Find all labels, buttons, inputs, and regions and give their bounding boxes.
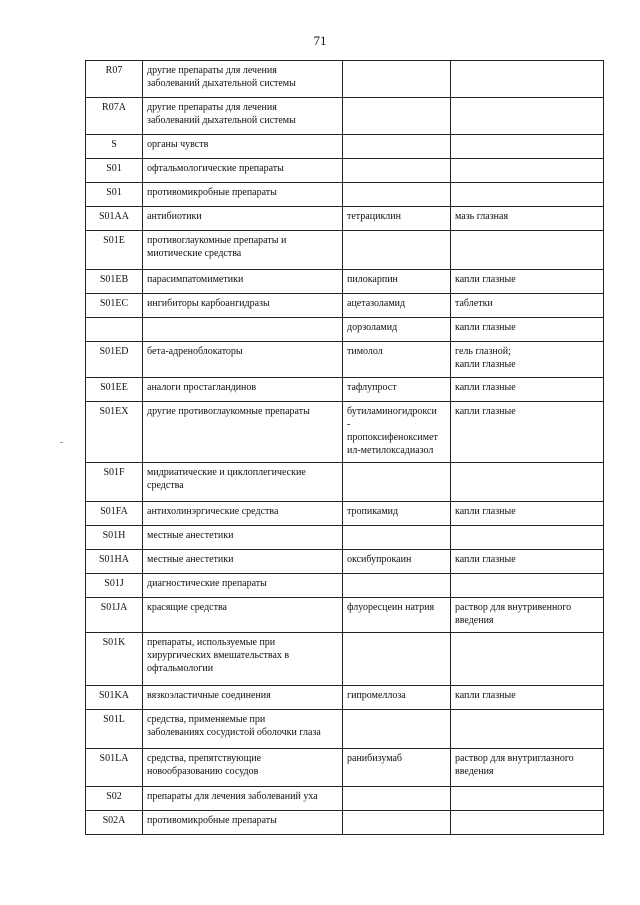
cell-name (143, 550, 343, 574)
name-text: органы чувств (147, 139, 209, 150)
form-text: гель глазной; капли глазные (455, 346, 516, 370)
cell-code (86, 526, 143, 550)
code-text: S01J (104, 578, 124, 589)
table-row (86, 574, 604, 598)
code-text: S01 (106, 187, 122, 198)
cell-form (451, 787, 604, 811)
table-row (86, 526, 604, 550)
name-text: антибиотики (147, 211, 202, 222)
cell-code (86, 294, 143, 318)
cell-name (143, 526, 343, 550)
name-text: красящие средства (147, 602, 227, 613)
cell-form (451, 61, 604, 98)
name-text: противомикробные препараты (147, 815, 277, 826)
cell-form (451, 574, 604, 598)
cell-code (86, 502, 143, 526)
table-row (86, 550, 604, 574)
cell-drug (343, 294, 451, 318)
cell-form (451, 811, 604, 835)
cell-form (451, 98, 604, 135)
name-text: мидриатические и циклоплегические средства (147, 467, 306, 491)
cell-name (143, 787, 343, 811)
code-text: S01 (106, 163, 122, 174)
cell-drug (343, 231, 451, 270)
cell-name (143, 135, 343, 159)
name-text: вязкоэластичные соединения (147, 690, 271, 701)
cell-name (143, 633, 343, 686)
cell-drug (343, 98, 451, 135)
table-row (86, 183, 604, 207)
name-text: бета-адреноблокаторы (147, 346, 243, 357)
name-text: другие противоглаукомные препараты (147, 406, 310, 417)
cell-name (143, 98, 343, 135)
table-row (86, 710, 604, 749)
cell-form (451, 270, 604, 294)
code-text: S01FA (100, 506, 128, 517)
cell-code (86, 61, 143, 98)
name-text: препараты, используемые при хирургических вмешательствах в офтальмологии (147, 637, 290, 674)
code-text: S01AA (98, 211, 129, 222)
cell-drug (343, 159, 451, 183)
table-row (86, 402, 604, 463)
cell-name (143, 811, 343, 835)
cell-name (143, 270, 343, 294)
table-row (86, 811, 604, 835)
table-row (86, 342, 604, 378)
form-text: капли глазные (455, 690, 516, 701)
drug-text: ацетазоламид (347, 298, 406, 309)
form-text: капли глазные (455, 506, 516, 517)
cell-form (451, 135, 604, 159)
cell-name (143, 342, 343, 378)
table-row (86, 318, 604, 342)
cell-form (451, 207, 604, 231)
cell-code (86, 98, 143, 135)
cell-drug (343, 270, 451, 294)
cell-code (86, 159, 143, 183)
table-row (86, 502, 604, 526)
cell-drug (343, 502, 451, 526)
code-text: S01KA (98, 690, 129, 701)
cell-drug (343, 811, 451, 835)
cell-drug (343, 207, 451, 231)
cell-code (86, 135, 143, 159)
cell-form (451, 633, 604, 686)
table-row (86, 686, 604, 710)
cell-form (451, 294, 604, 318)
cell-code (86, 270, 143, 294)
name-text: другие препараты для лечения заболеваний дыхательной системы (147, 102, 296, 126)
drug-text: пилокарпин (347, 274, 398, 285)
cell-code (86, 378, 143, 402)
cell-drug (343, 574, 451, 598)
drug-text: тропикамид (347, 506, 399, 517)
name-text: противомикробные препараты (147, 187, 277, 198)
table-row (86, 135, 604, 159)
cell-drug (343, 318, 451, 342)
table-row (86, 463, 604, 502)
cell-name (143, 502, 343, 526)
cell-form (451, 231, 604, 270)
cell-name (143, 231, 343, 270)
name-text: диагностические препараты (147, 578, 267, 589)
cell-code (86, 207, 143, 231)
cell-name (143, 463, 343, 502)
code-text: S01EC (99, 298, 129, 309)
cell-code (86, 574, 143, 598)
cell-drug (343, 135, 451, 159)
cell-code (86, 342, 143, 378)
cell-code (86, 402, 143, 463)
form-text: раствор для внутриглазного введения (455, 753, 574, 777)
table-row (86, 598, 604, 633)
table-body (86, 61, 604, 835)
form-text: капли глазные (455, 382, 516, 393)
scan-mark (60, 442, 63, 443)
name-text: препараты для лечения заболеваний уха (147, 791, 318, 802)
cell-drug (343, 526, 451, 550)
form-text: раствор для внутривенного введения (455, 602, 572, 626)
cell-form (451, 550, 604, 574)
cell-form (451, 318, 604, 342)
cell-form (451, 183, 604, 207)
code-text: R07A (102, 102, 126, 113)
cell-drug (343, 710, 451, 749)
cell-name (143, 686, 343, 710)
cell-form (451, 502, 604, 526)
drug-text: гипромеллоза (347, 690, 406, 701)
cell-drug (343, 378, 451, 402)
cell-code (86, 787, 143, 811)
cell-drug (343, 402, 451, 463)
code-text: S (111, 139, 117, 150)
table-row (86, 270, 604, 294)
form-text: капли глазные (455, 322, 516, 333)
cell-name (143, 598, 343, 633)
page-number: 71 (313, 33, 327, 48)
form-text: капли глазные (455, 406, 516, 417)
code-text: R07 (105, 65, 123, 76)
cell-name (143, 318, 343, 342)
code-text: S01H (102, 530, 126, 541)
code-text: S01F (103, 467, 125, 478)
table-row (86, 633, 604, 686)
cell-form (451, 342, 604, 378)
cell-name (143, 378, 343, 402)
cell-name (143, 710, 343, 749)
cell-form (451, 686, 604, 710)
drug-text: ранибизумаб (347, 753, 402, 764)
cell-drug (343, 787, 451, 811)
cell-form (451, 402, 604, 463)
cell-code (86, 318, 143, 342)
cell-form (451, 526, 604, 550)
code-text: S01EB (99, 274, 129, 285)
cell-drug (343, 749, 451, 787)
code-text: S01ED (99, 346, 129, 357)
name-text: местные анестетики (147, 530, 234, 541)
table-row (86, 231, 604, 270)
table-row (86, 98, 604, 135)
cell-form (451, 378, 604, 402)
cell-drug (343, 342, 451, 378)
code-text: S01EE (100, 382, 128, 393)
cell-code (86, 598, 143, 633)
cell-drug (343, 598, 451, 633)
code-text: S01JA (100, 602, 128, 613)
name-text: противоглаукомные препараты и миотические средства (147, 235, 287, 259)
cell-drug (343, 550, 451, 574)
name-text: аналоги простагландинов (147, 382, 257, 393)
cell-name (143, 207, 343, 231)
code-text: S01L (103, 714, 125, 725)
cell-code (86, 749, 143, 787)
form-text: таблетки (455, 298, 493, 309)
cell-code (86, 550, 143, 574)
cell-drug (343, 633, 451, 686)
drug-text: флуоресцеин натрия (347, 602, 435, 613)
cell-drug (343, 463, 451, 502)
cell-form (451, 463, 604, 502)
name-text: парасимпатомиметики (147, 274, 244, 285)
code-text: S01LA (99, 753, 129, 764)
cell-code (86, 231, 143, 270)
drug-classification-table (85, 60, 604, 835)
name-text: офтальмологические препараты (147, 163, 284, 174)
drug-text: тафлупрост (347, 382, 397, 393)
code-text: S02A (102, 815, 126, 826)
table-row (86, 294, 604, 318)
cell-drug (343, 183, 451, 207)
cell-form (451, 159, 604, 183)
cell-name (143, 61, 343, 98)
table-row (86, 61, 604, 98)
code-text: S01E (103, 235, 125, 246)
form-text: капли глазные (455, 554, 516, 565)
name-text: ингибиторы карбоангидразы (147, 298, 270, 309)
name-text: местные анестетики (147, 554, 234, 565)
code-text: S01EX (99, 406, 129, 417)
code-text: S02 (106, 791, 122, 802)
code-text: S01K (102, 637, 126, 648)
cell-form (451, 598, 604, 633)
name-text: антихолинэргические средства (147, 506, 279, 517)
cell-name (143, 749, 343, 787)
cell-code (86, 183, 143, 207)
table-row (86, 207, 604, 231)
form-text: капли глазные (455, 274, 516, 285)
table-row (86, 787, 604, 811)
cell-code (86, 633, 143, 686)
table-row (86, 749, 604, 787)
name-text: другие препараты для лечения заболеваний дыхательной системы (147, 65, 296, 89)
drug-text: оксибупрокаин (347, 554, 412, 565)
drug-text: тимолол (347, 346, 383, 357)
drug-text: дорзоламид (347, 322, 398, 333)
cell-name (143, 183, 343, 207)
code-text: S01HA (98, 554, 129, 565)
cell-code (86, 710, 143, 749)
name-text: средства, применяемые при заболеваниях сосудистой оболочки глаза (147, 714, 321, 738)
drug-text: бутиламиногидрокси - пропоксифеноксимет ил-метилоксадиазол (347, 406, 438, 456)
cell-name (143, 574, 343, 598)
cell-name (143, 159, 343, 183)
drug-text: тетрациклин (347, 211, 401, 222)
name-text: средства, препятствующие новообразованию сосудов (147, 753, 262, 777)
cell-code (86, 463, 143, 502)
cell-code (86, 811, 143, 835)
cell-drug (343, 61, 451, 98)
cell-name (143, 402, 343, 463)
cell-code (86, 686, 143, 710)
table-row (86, 378, 604, 402)
cell-form (451, 749, 604, 787)
table-row (86, 159, 604, 183)
cell-drug (343, 686, 451, 710)
form-text: мазь глазная (455, 211, 509, 222)
cell-form (451, 710, 604, 749)
cell-name (143, 294, 343, 318)
